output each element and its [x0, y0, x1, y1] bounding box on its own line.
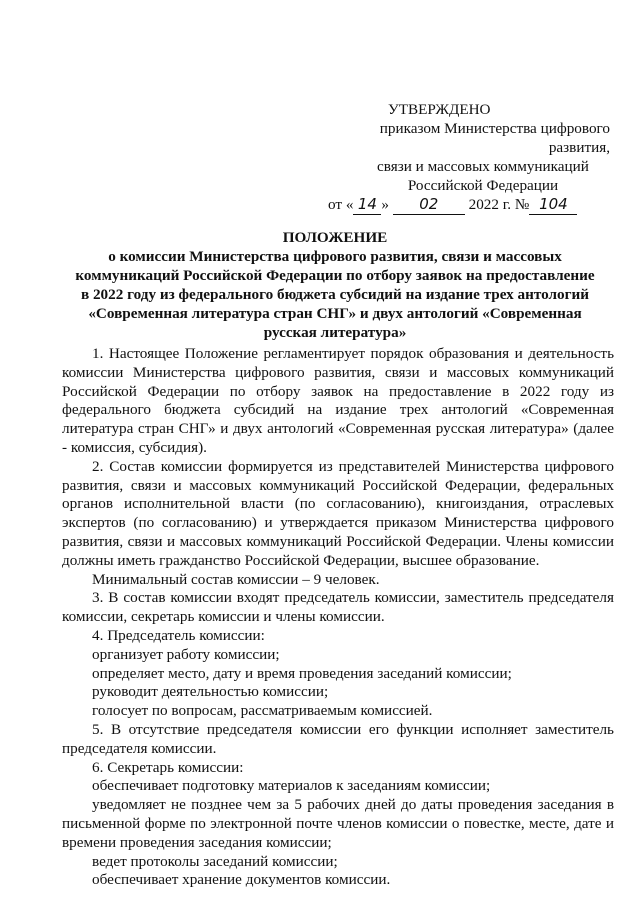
- approval-line-2: связи и массовых коммуникаций: [377, 158, 589, 175]
- paragraph-2: 2. Состав комиссии формируется из представителей Министерства цифрового развития, связи и массовых коммуникаций Российской Федерации, федеральных органов исполнительной власти (по согласованию), книгоиздания, отраслевых экспертов (по согласованию) и утверждается приказом Министерства цифрового развития, связи и массовых коммуникаций Российской Федерации. Члены комиссии должны иметь гражданство Российской Федерации, высшее образование.: [62, 457, 614, 569]
- date-quote-close: »: [381, 196, 390, 213]
- secretary-duty-4: обеспечивает хранение документов комиссии.: [92, 871, 391, 889]
- date-month-handwritten: 02: [393, 195, 465, 215]
- document-title: ПОЛОЖЕНИЕ: [282, 229, 388, 246]
- chair-duty-1: организует работу комиссии;: [92, 645, 280, 663]
- order-number-handwritten: 104: [529, 195, 577, 215]
- paragraph-5: 5. В отсутствие председателя комиссии его функции исполняет заместитель председателя комиссии.: [62, 720, 614, 757]
- approval-title: УТВЕРЖДЕНО: [388, 101, 491, 118]
- chair-duty-2: определяет место, дату и время проведения заседаний комиссии;: [92, 664, 512, 682]
- date-prefix: от «: [328, 196, 354, 213]
- paragraph-1: 1. Настоящее Положение регламентирует порядок образования и деятельность комиссии Министерства цифрового развития, связи и массовых коммуникаций Российской Федерации по отбору заявок на предоставление в 2022 году из федерального бюджета субсидий на издание трех антологий «Современная литература стран СНГ» и двух антологий «Современная русская литература» (далее - комиссия, субсидия).: [62, 345, 614, 456]
- paragraph-6: 6. Секретарь комиссии:: [92, 758, 244, 776]
- secretary-duty-2: уведомляет не позднее чем за 5 рабочих дней до даты проведения заседания в письменной форме по электронной почте членов комиссии о повестке, месте, дате и времени проведения заседания комиссии;: [62, 796, 614, 851]
- secretary-duty-3: ведет протоколы заседаний комиссии;: [92, 852, 338, 870]
- document-body: [62, 345, 614, 890]
- chair-duty-4: голосует по вопросам, рассматриваемым комиссией.: [92, 702, 433, 720]
- paragraph-3: 3. В состав комиссии входят председатель комиссии, заместитель председателя комиссии, секретарь комиссии и члены комиссии.: [62, 589, 614, 626]
- document-heading: [70, 228, 600, 342]
- approval-block: [318, 100, 618, 215]
- document-subtitle: о комиссии Министерства цифрового развития, связи и массовых коммуникаций Российской Федерации по отбору заявок на предоставление в 2022 году из федерального бюджета субсидий на издание трех антологий «Современная литература стран СНГ» и двух антологий «Современная русская литература»: [75, 248, 595, 341]
- approval-line-1: приказом Министерства цифрового развития,: [379, 120, 610, 156]
- date-year: 2022 г. №: [468, 196, 530, 213]
- paragraph-2-min-size: Минимальный состав комиссии – 9 человек.: [92, 570, 380, 588]
- paragraph-4: 4. Председатель комиссии:: [92, 626, 265, 644]
- approval-line-3: Российской Федерации: [407, 177, 559, 194]
- date-day-handwritten: 14: [353, 195, 381, 215]
- chair-duty-3: руководит деятельностью комиссии;: [92, 683, 329, 701]
- secretary-duty-1: обеспечивает подготовку материалов к заседаниям комиссии;: [92, 777, 491, 795]
- approval-date-line: [318, 195, 618, 215]
